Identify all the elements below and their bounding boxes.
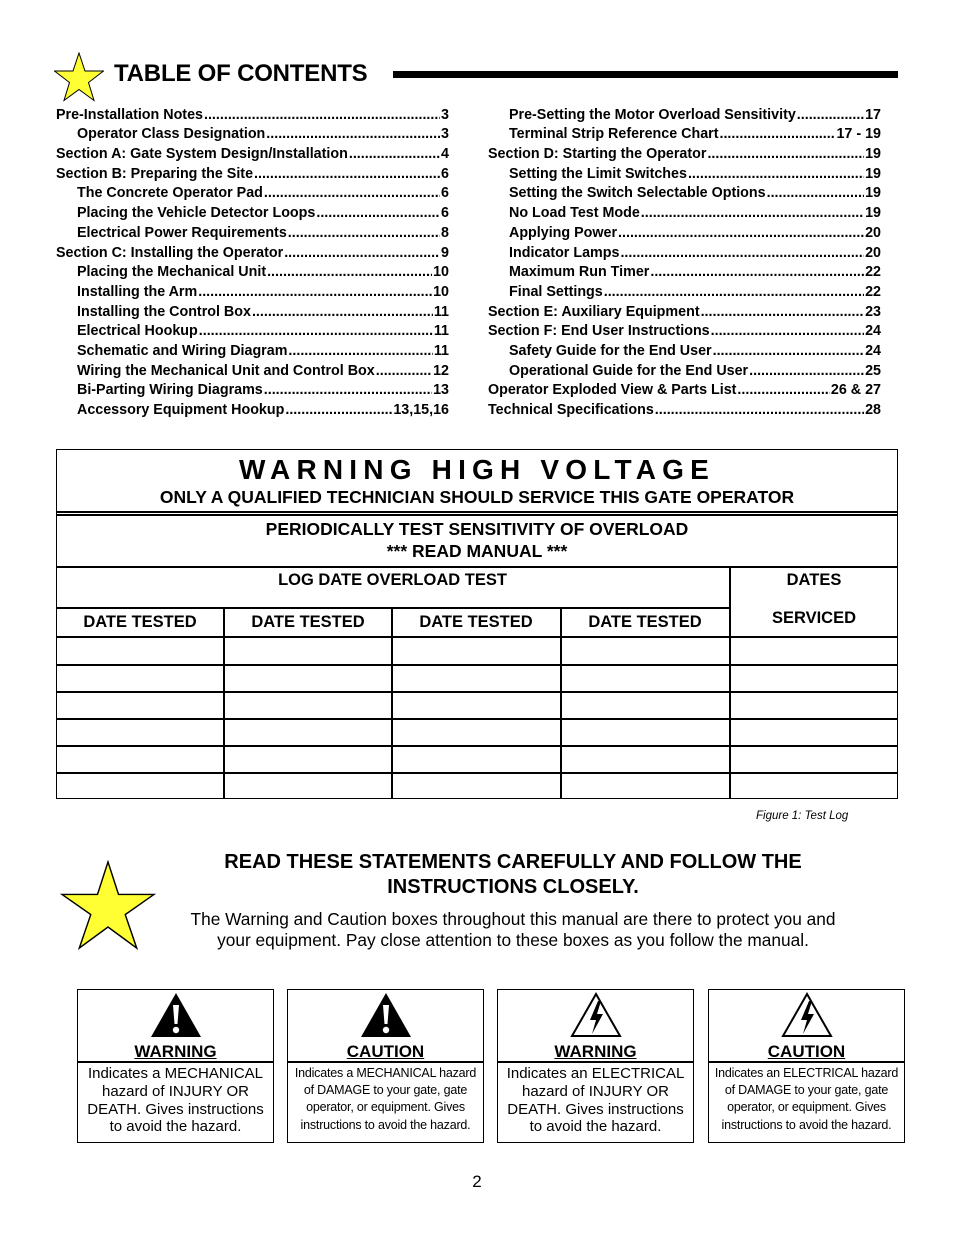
toc-entry-label: Placing the Vehicle Detector Loops <box>77 205 316 222</box>
toc-entry-page: 11 <box>433 342 449 359</box>
toc-entry-label: Placing the Mechanical Unit <box>77 264 267 281</box>
toc-entry-label: No Load Test Mode <box>509 205 640 222</box>
statement-body: The Warning and Caution boxes throughout this manual are there to protect you and your equipment. Pay close attention to these boxes as you follow the manual. <box>190 909 836 950</box>
toc-entry-page: 3 <box>441 106 449 123</box>
toc-leader-dots <box>650 264 864 280</box>
toc-entry[interactable] <box>56 339 449 359</box>
toc-entry-page: 4 <box>441 146 449 163</box>
divider <box>56 566 898 568</box>
toc-entry-label: Section E: Auxiliary Equipment <box>488 303 700 320</box>
toc-entry[interactable] <box>488 339 881 359</box>
toc-entry-page: 6 <box>441 185 449 202</box>
toc-entry[interactable] <box>488 280 881 300</box>
toc-leader-dots <box>707 146 864 162</box>
exclamation-icon <box>360 992 412 1038</box>
log-row-line <box>56 691 898 693</box>
toc-entry-label: Electrical Power Requirements <box>77 224 287 241</box>
toc-entry-page: 10 <box>433 283 449 300</box>
log-date-header: LOG DATE OVERLOAD TEST <box>278 571 507 589</box>
toc-entry-page: 20 <box>865 244 881 261</box>
toc-entry-page: 10 <box>433 264 449 281</box>
toc-entry-label: Operator Class Designation <box>77 126 266 143</box>
toc-entry[interactable] <box>56 398 449 418</box>
statement-heading: READ THESE STATEMENTS CAREFULLY AND FOLLOW THE INSTRUCTIONS CLOSELY. <box>224 851 802 898</box>
figure-caption: Figure 1: Test Log <box>756 810 849 822</box>
toc-entry[interactable] <box>56 142 449 162</box>
toc-entry-page: 19 <box>865 165 881 182</box>
toc-entry[interactable] <box>488 379 881 399</box>
hazard-title: WARNING <box>134 1042 217 1061</box>
toc-entry-label: Section D: Starting the Operator <box>488 146 707 163</box>
toc-entry-label: Safety Guide for the End User <box>509 342 712 359</box>
toc-entry-label: Final Settings <box>509 283 603 300</box>
toc-leader-dots <box>198 284 432 300</box>
warning-title: WARNING HIGH VOLTAGE <box>238 454 716 485</box>
toc-entry-label: Applying Power <box>509 224 618 241</box>
toc-entry-page: 9 <box>441 244 449 261</box>
toc-leader-dots <box>254 166 440 182</box>
toc-entry-page: 6 <box>441 205 449 222</box>
divider <box>56 514 898 516</box>
toc-entry-label: The Concrete Operator Pad <box>77 185 263 202</box>
toc-entry[interactable] <box>56 379 449 399</box>
toc-entry-label: Installing the Control Box <box>77 303 251 320</box>
lightning-bolt-icon <box>570 992 622 1038</box>
toc-entry-page: 17 - 19 <box>836 126 881 143</box>
toc-entry-label: Operational Guide for the End User <box>509 362 749 379</box>
divider <box>56 607 730 609</box>
toc-entry-page: 11 <box>433 323 449 340</box>
log-row-line <box>56 664 898 666</box>
toc-entry-label: Section F: End User Instructions <box>488 323 710 340</box>
title-rule <box>393 71 898 78</box>
log-row-line <box>56 718 898 720</box>
toc-leader-dots <box>264 185 440 201</box>
toc-title: TABLE OF CONTENTS <box>114 60 368 87</box>
periodic-test-notice: PERIODICALLY TEST SENSITIVITY OF OVERLOAD <box>265 519 689 539</box>
toc-leader-dots <box>267 264 432 280</box>
toc-entry-label: Pre-Installation Notes <box>56 106 203 123</box>
toc-entry-label: Maximum Run Timer <box>509 264 650 281</box>
toc-entry-page: 19 <box>865 205 881 222</box>
divider <box>56 511 898 513</box>
toc-entry[interactable] <box>488 300 881 320</box>
toc-entry[interactable] <box>488 398 881 418</box>
toc-entry-page: 24 <box>865 342 881 359</box>
toc-entry[interactable] <box>56 221 449 241</box>
toc-entry-page: 26 & 27 <box>830 382 881 399</box>
toc-entry-label: Technical Specifications <box>488 402 654 418</box>
warning-subtitle: ONLY A QUALIFIED TECHNICIAN SHOULD SERVICE THIS GATE OPERATOR <box>159 487 795 507</box>
toc-entry-label: Schematic and Wiring Diagram <box>77 342 288 359</box>
toc-entry[interactable] <box>56 182 449 202</box>
toc-entry-page: 23 <box>865 303 881 320</box>
toc-entry-label: Operator Exploded View & Parts List <box>488 382 737 399</box>
toc-entry-page: 6 <box>441 165 449 182</box>
toc-leader-dots <box>620 245 864 261</box>
toc-leader-dots <box>376 363 432 379</box>
toc-leader-dots <box>655 402 864 418</box>
toc-entry-page: 28 <box>865 402 881 418</box>
toc-entry-label: Terminal Strip Reference Chart <box>509 126 719 143</box>
toc-leader-dots <box>204 107 440 123</box>
electrical-caution-box <box>708 989 905 1143</box>
toc-entry-label: Setting the Switch Selectable Options <box>509 185 766 202</box>
toc-entry-label: Setting the Limit Switches <box>509 165 687 182</box>
toc-entry[interactable] <box>488 261 881 281</box>
toc-entry[interactable] <box>488 103 881 123</box>
toc-entry-label: Section B: Preparing the Site <box>56 165 254 182</box>
hazard-title: CAUTION <box>346 1042 425 1061</box>
toc-entry[interactable] <box>488 162 881 182</box>
toc-entry[interactable] <box>488 241 881 261</box>
column-divider <box>729 566 731 798</box>
toc-entry[interactable] <box>56 103 449 123</box>
date-tested-header: DATE TESTED <box>251 613 365 631</box>
toc-entry-page: 24 <box>865 323 881 340</box>
toc-entry-page: 19 <box>865 146 881 163</box>
date-tested-header: DATE TESTED <box>83 613 197 631</box>
toc-leader-dots <box>284 245 440 261</box>
lightning-bolt-icon <box>781 992 833 1038</box>
toc-entry-page: 22 <box>865 264 881 281</box>
toc-left-column <box>56 103 449 418</box>
read-manual-notice: *** READ MANUAL *** <box>386 541 568 561</box>
toc-entry-label: Pre-Setting the Motor Overload Sensitivity <box>509 106 796 123</box>
toc-entry-page: 22 <box>865 283 881 300</box>
toc-leader-dots <box>316 205 440 221</box>
toc-leader-dots <box>264 382 432 398</box>
toc-leader-dots <box>288 225 440 241</box>
mechanical-caution-box <box>287 989 484 1143</box>
hazard-title: WARNING <box>554 1042 637 1061</box>
toc-entry-page: 20 <box>865 224 881 241</box>
serviced-header: SERVICED <box>771 609 857 627</box>
toc-leader-dots <box>288 343 432 359</box>
toc-entry-label: Accessory Equipment Hookup <box>77 402 285 418</box>
toc-entry[interactable] <box>56 162 449 182</box>
date-tested-header: DATE TESTED <box>419 613 533 631</box>
toc-entry[interactable] <box>56 261 449 281</box>
toc-entry-page: 8 <box>441 224 449 241</box>
date-tested-header: DATE TESTED <box>588 613 702 631</box>
toc-entry[interactable] <box>488 182 881 202</box>
toc-entry-label: Wiring the Mechanical Unit and Control Box <box>77 362 375 379</box>
toc-entry-label: Section C: Installing the Operator <box>56 244 284 261</box>
toc-entry-label: Indicator Lamps <box>509 244 620 261</box>
toc-leader-dots <box>266 126 440 142</box>
toc-leader-dots <box>797 107 864 123</box>
hazard-description: Indicates a MECHANICAL hazard of INJURY OR DEATH. Gives instructions to avoid the hazard. <box>87 1065 264 1136</box>
toc-entry-page: 11 <box>433 303 449 320</box>
toc-entry[interactable] <box>488 221 881 241</box>
toc-entry-page: 25 <box>865 362 881 379</box>
toc-entry[interactable] <box>56 300 449 320</box>
hazard-description: Indicates an ELECTRICAL hazard of DAMAGE to your gate, gate operator, or equipment. Gives instructions to avoid the hazard. <box>714 1066 899 1132</box>
toc-entry[interactable] <box>56 241 449 261</box>
star-icon <box>60 860 156 950</box>
toc-entry-label: Electrical Hookup <box>77 323 198 340</box>
toc-leader-dots <box>711 323 864 339</box>
hazard-description: Indicates a MECHANICAL hazard of DAMAGE to your gate, gate operator, or equipment. Gives instructions to avoid the hazard. <box>294 1066 477 1132</box>
toc-entry[interactable] <box>56 201 449 221</box>
toc-entry[interactable] <box>56 359 449 379</box>
toc-entry-label: Installing the Arm <box>77 283 198 300</box>
toc-leader-dots <box>199 323 433 339</box>
mechanical-warning-box <box>77 989 274 1143</box>
toc-entry[interactable] <box>488 320 881 340</box>
toc-leader-dots <box>713 343 865 359</box>
toc-entry-page: 13,15,16 <box>393 402 449 418</box>
log-row-line <box>56 772 898 774</box>
toc-entry[interactable] <box>56 280 449 300</box>
hazard-title: CAUTION <box>767 1042 846 1061</box>
toc-entry[interactable] <box>488 123 881 143</box>
toc-entry[interactable] <box>56 320 449 340</box>
toc-leader-dots <box>688 166 864 182</box>
toc-leader-dots <box>604 284 864 300</box>
exclamation-icon <box>150 992 202 1038</box>
hazard-description: Indicates an ELECTRICAL hazard of INJURY OR DEATH. Gives instructions to avoid the hazard. <box>506 1065 685 1136</box>
toc-entry-page: 17 <box>865 106 881 123</box>
electrical-warning-box <box>497 989 694 1143</box>
toc-leader-dots <box>749 363 864 379</box>
toc-entry-page: 3 <box>441 126 449 143</box>
toc-leader-dots <box>285 402 392 418</box>
toc-right-column <box>488 103 881 418</box>
page-number: 2 <box>472 1172 482 1191</box>
log-row-line <box>56 745 898 747</box>
toc-leader-dots <box>641 205 864 221</box>
toc-entry-label: Section A: Gate System Design/Installation <box>56 146 348 163</box>
log-row-line <box>56 636 898 638</box>
toc-entry-page: 19 <box>865 185 881 202</box>
toc-entry-page: 12 <box>433 362 449 379</box>
toc-entry-label: Bi-Parting Wiring Diagrams <box>77 382 263 399</box>
toc-leader-dots <box>719 126 835 142</box>
toc-leader-dots <box>252 304 433 320</box>
toc-entry[interactable] <box>488 142 881 162</box>
toc-entry[interactable] <box>56 123 449 143</box>
toc-entry[interactable] <box>488 201 881 221</box>
toc-leader-dots <box>737 382 830 398</box>
dates-header: DATES <box>786 571 842 589</box>
toc-entry[interactable] <box>488 359 881 379</box>
toc-leader-dots <box>349 146 440 162</box>
toc-leader-dots <box>767 185 865 201</box>
toc-leader-dots <box>701 304 865 320</box>
toc-leader-dots <box>618 225 864 241</box>
star-icon <box>54 52 104 102</box>
toc-entry-page: 13 <box>433 382 449 399</box>
